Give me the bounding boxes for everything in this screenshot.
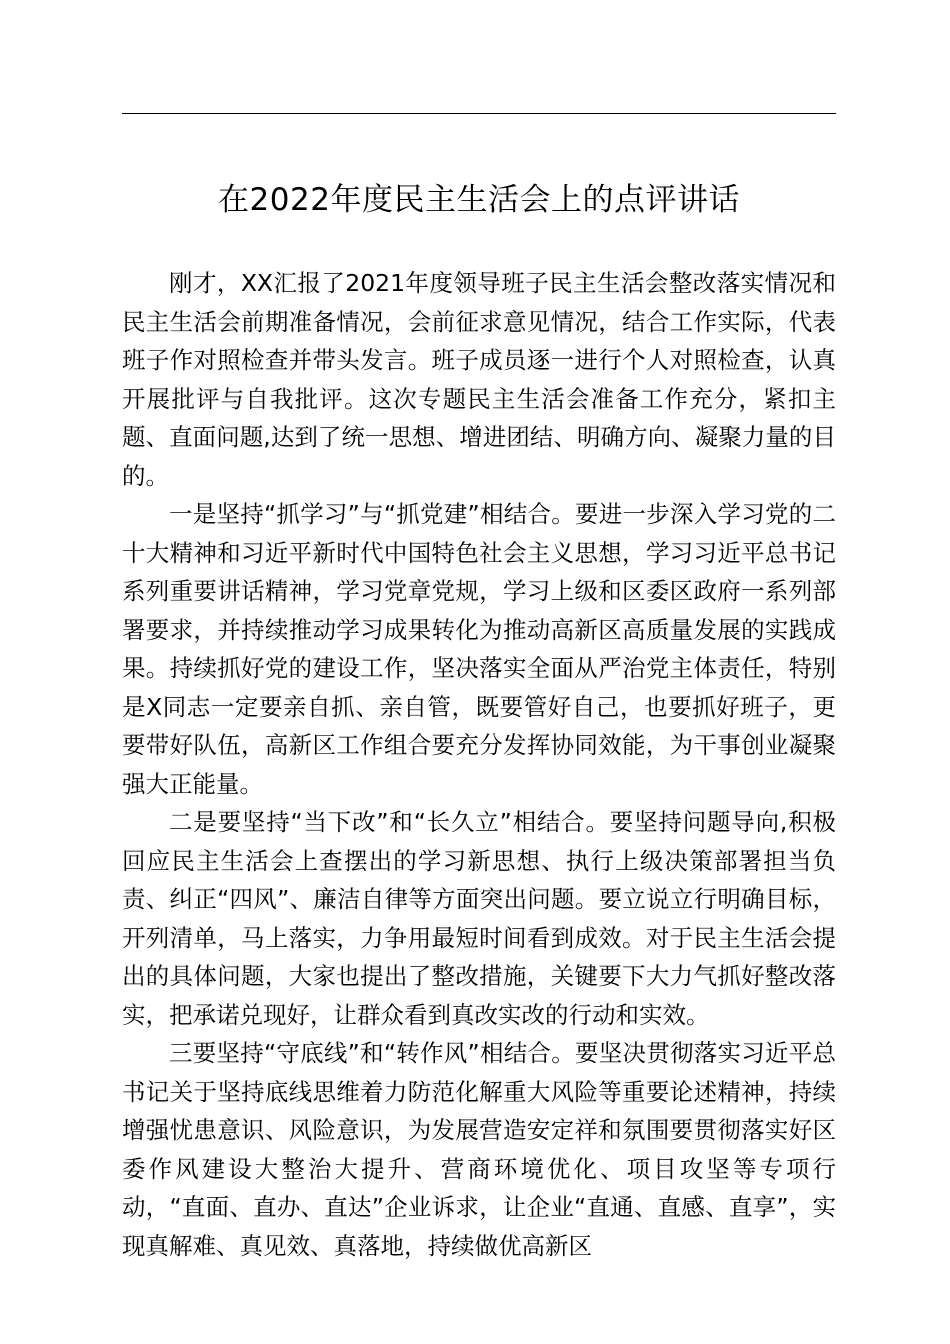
paragraph-intro: 刚才，XX汇报了2021年度领导班子民主生活会整改落实情况和民主生活会前期准备情况，会前征求意见情况，结合工作实际，代表班子作对照检查并带头发言。班子成员逐一进行个人对照检查，认真开展批评与自我批评。这次专题民主生活会准备工作充分，紧扣主题、直面问题,达到了统一思想、增进团结、明确方向、凝聚力量的目的。 <box>122 269 836 490</box>
header-rule <box>122 113 836 114</box>
paragraph-point-2: 二是要坚持“当下改”和“长久立”相结合。要坚持问题导向,积极回应民主生活会上查摆出的学习新思想、执行上级决策部署担当负责、纠正“四风”、廉洁自律等方面突出问题。要立说立行明确目标，开列清单，马上落实，力争用最短时间看到成效。对于民主生活会提出的具体问题，大家也提出了整改措施，关键要下大力气抓好整改落实，把承诺兑现好，让群众看到真改实改的行动和实效。 <box>122 808 836 1029</box>
paragraph-point-3: 三要坚持“守底线”和“转作风”相结合。要坚决贯彻落实习近平总书记关于坚持底线思维着力防范化解重大风险等重要论述精神，持续增强忧患意识、风险意识，为发展营造安定祥和氛围要贯彻落实好区委作风建设大整治大提升、营商环境优化、项目攻坚等专项行动，“直面、直办、直达”企业诉求，让企业“直通、直感、直享”，实现真解难、真见效、真落地，持续做优高新区 <box>122 1039 836 1260</box>
document-body <box>122 264 836 1265</box>
paragraph-point-1: 一是坚持“抓学习”与“抓党建”相结合。要进一步深入学习党的二十大精神和习近平新时代中国特色社会主义思想，学习习近平总书记系列重要讲话精神，学习党章党规，学习上级和区委区政府一系列部署要求，并持续推动学习成果转化为推动高新区高质量发展的实践成果。持续抓好党的建设工作，坚决落实全面从严治党主体责任，特别是X同志一定要亲自抓、亲自管，既要管好自己，也要抓好班子，更要带好队伍，高新区工作组合要充分发挥协同效能，为干事创业凝聚强大正能量。 <box>122 500 836 798</box>
document-title: 在2022年度民主生活会上的点评讲话 <box>218 182 740 218</box>
